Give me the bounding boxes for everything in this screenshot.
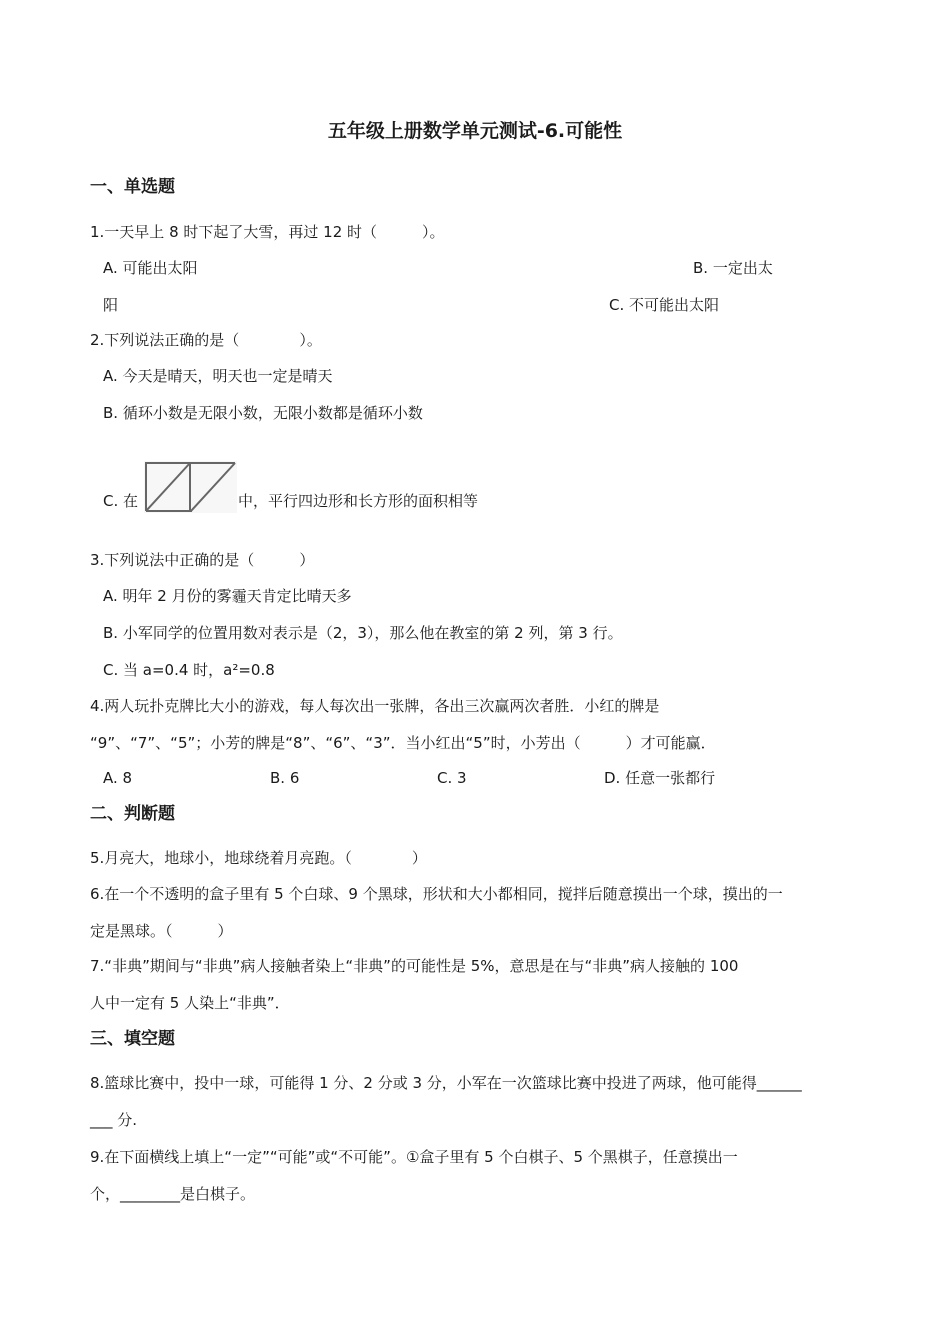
question-4-option-d: D. 任意一张都行 — [604, 769, 716, 787]
question-3-stem: 3.下列说法中正确的是（ ） — [90, 551, 315, 569]
question-1-stem: 1.一天早上 8 时下起了大雪，再过 12 时（ ）。 — [90, 223, 445, 241]
question-1-option-b-continued: 阳 — [103, 296, 119, 314]
question-2-option-c-prefix: C. 在 — [103, 492, 139, 510]
section-heading-fill-blank: 三、填空题 — [90, 1029, 175, 1049]
question-2-option-a: A. 今天是晴天，明天也一定是晴天 — [103, 367, 333, 385]
question-6-line-2: 定是黑球。（ ） — [90, 922, 233, 940]
question-2-stem: 2.下列说法正确的是（ ）。 — [90, 331, 322, 349]
question-5: 5.月亮大，地球小，地球绕着月亮跑。（ ） — [90, 849, 427, 867]
question-3-option-a: A. 明年 2 月份的雾霾天肯定比晴天多 — [103, 587, 352, 605]
question-2-option-c-suffix: 中，平行四边形和长方形的面积相等 — [238, 492, 479, 510]
question-4-stem-line-1: 4.两人玩扑克牌比大小的游戏，每人每次出一张牌，各出三次赢两次者胜．小红的牌是 — [90, 697, 660, 715]
question-4-option-b: B. 6 — [270, 769, 300, 787]
question-4-option-a: A. 8 — [103, 769, 133, 787]
section-heading-single-choice: 一、单选题 — [90, 177, 175, 197]
section-heading-true-false: 二、判断题 — [90, 804, 175, 824]
question-3-option-b: B. 小军同学的位置用数对表示是（2，3），那么他在教室的第 2 列，第 3 行。 — [103, 624, 623, 642]
page-title: 五年级上册数学单元测试-6.可能性 — [327, 120, 623, 142]
question-4-option-c: C. 3 — [437, 769, 467, 787]
question-8-line-2: ___ 分. — [90, 1111, 138, 1129]
parallelogram-rectangle-figure — [144, 461, 237, 513]
question-1-option-b: B. 一定出太 — [693, 259, 773, 277]
question-7-line-1: 7.“非典”期间与“非典”病人接触者染上“非典”的可能性是 5%，意思是在与“非典”病人接触的 100 — [90, 957, 739, 975]
question-9-line-1: 9.在下面横线上填上“一定”“可能”或“不可能”。①盒子里有 5 个白棋子、5 个黑棋子，任意摸出一 — [90, 1148, 738, 1166]
question-9-line-2: 个，________是白棋子。 — [90, 1185, 256, 1203]
question-4-stem-line-2: “9”、“7”、“5”；小芳的牌是“8”、“6”、“3”．当小红出“5”时，小芳出（ ）才可能赢． — [90, 734, 716, 752]
question-6-line-1: 6.在一个不透明的盒子里有 5 个白球、9 个黑球，形状和大小都相同，搅拌后随意摸出一个球，摸出的一 — [90, 885, 783, 903]
question-2-option-b: B. 循环小数是无限小数，无限小数都是循环小数 — [103, 404, 423, 422]
question-3-option-c: C. 当 a=0.4 时，a²=0.8 — [103, 661, 275, 679]
question-1-option-c: C. 不可能出太阳 — [609, 296, 720, 314]
question-1-option-a: A. 可能出太阳 — [103, 259, 198, 277]
question-7-line-2: 人中一定有 5 人染上“非典”． — [90, 994, 290, 1012]
question-8-line-1: 8.篮球比赛中，投中一球，可能得 1 分、2 分或 3 分，小军在一次篮球比赛中投进了两球，他可能得______ — [90, 1074, 802, 1092]
